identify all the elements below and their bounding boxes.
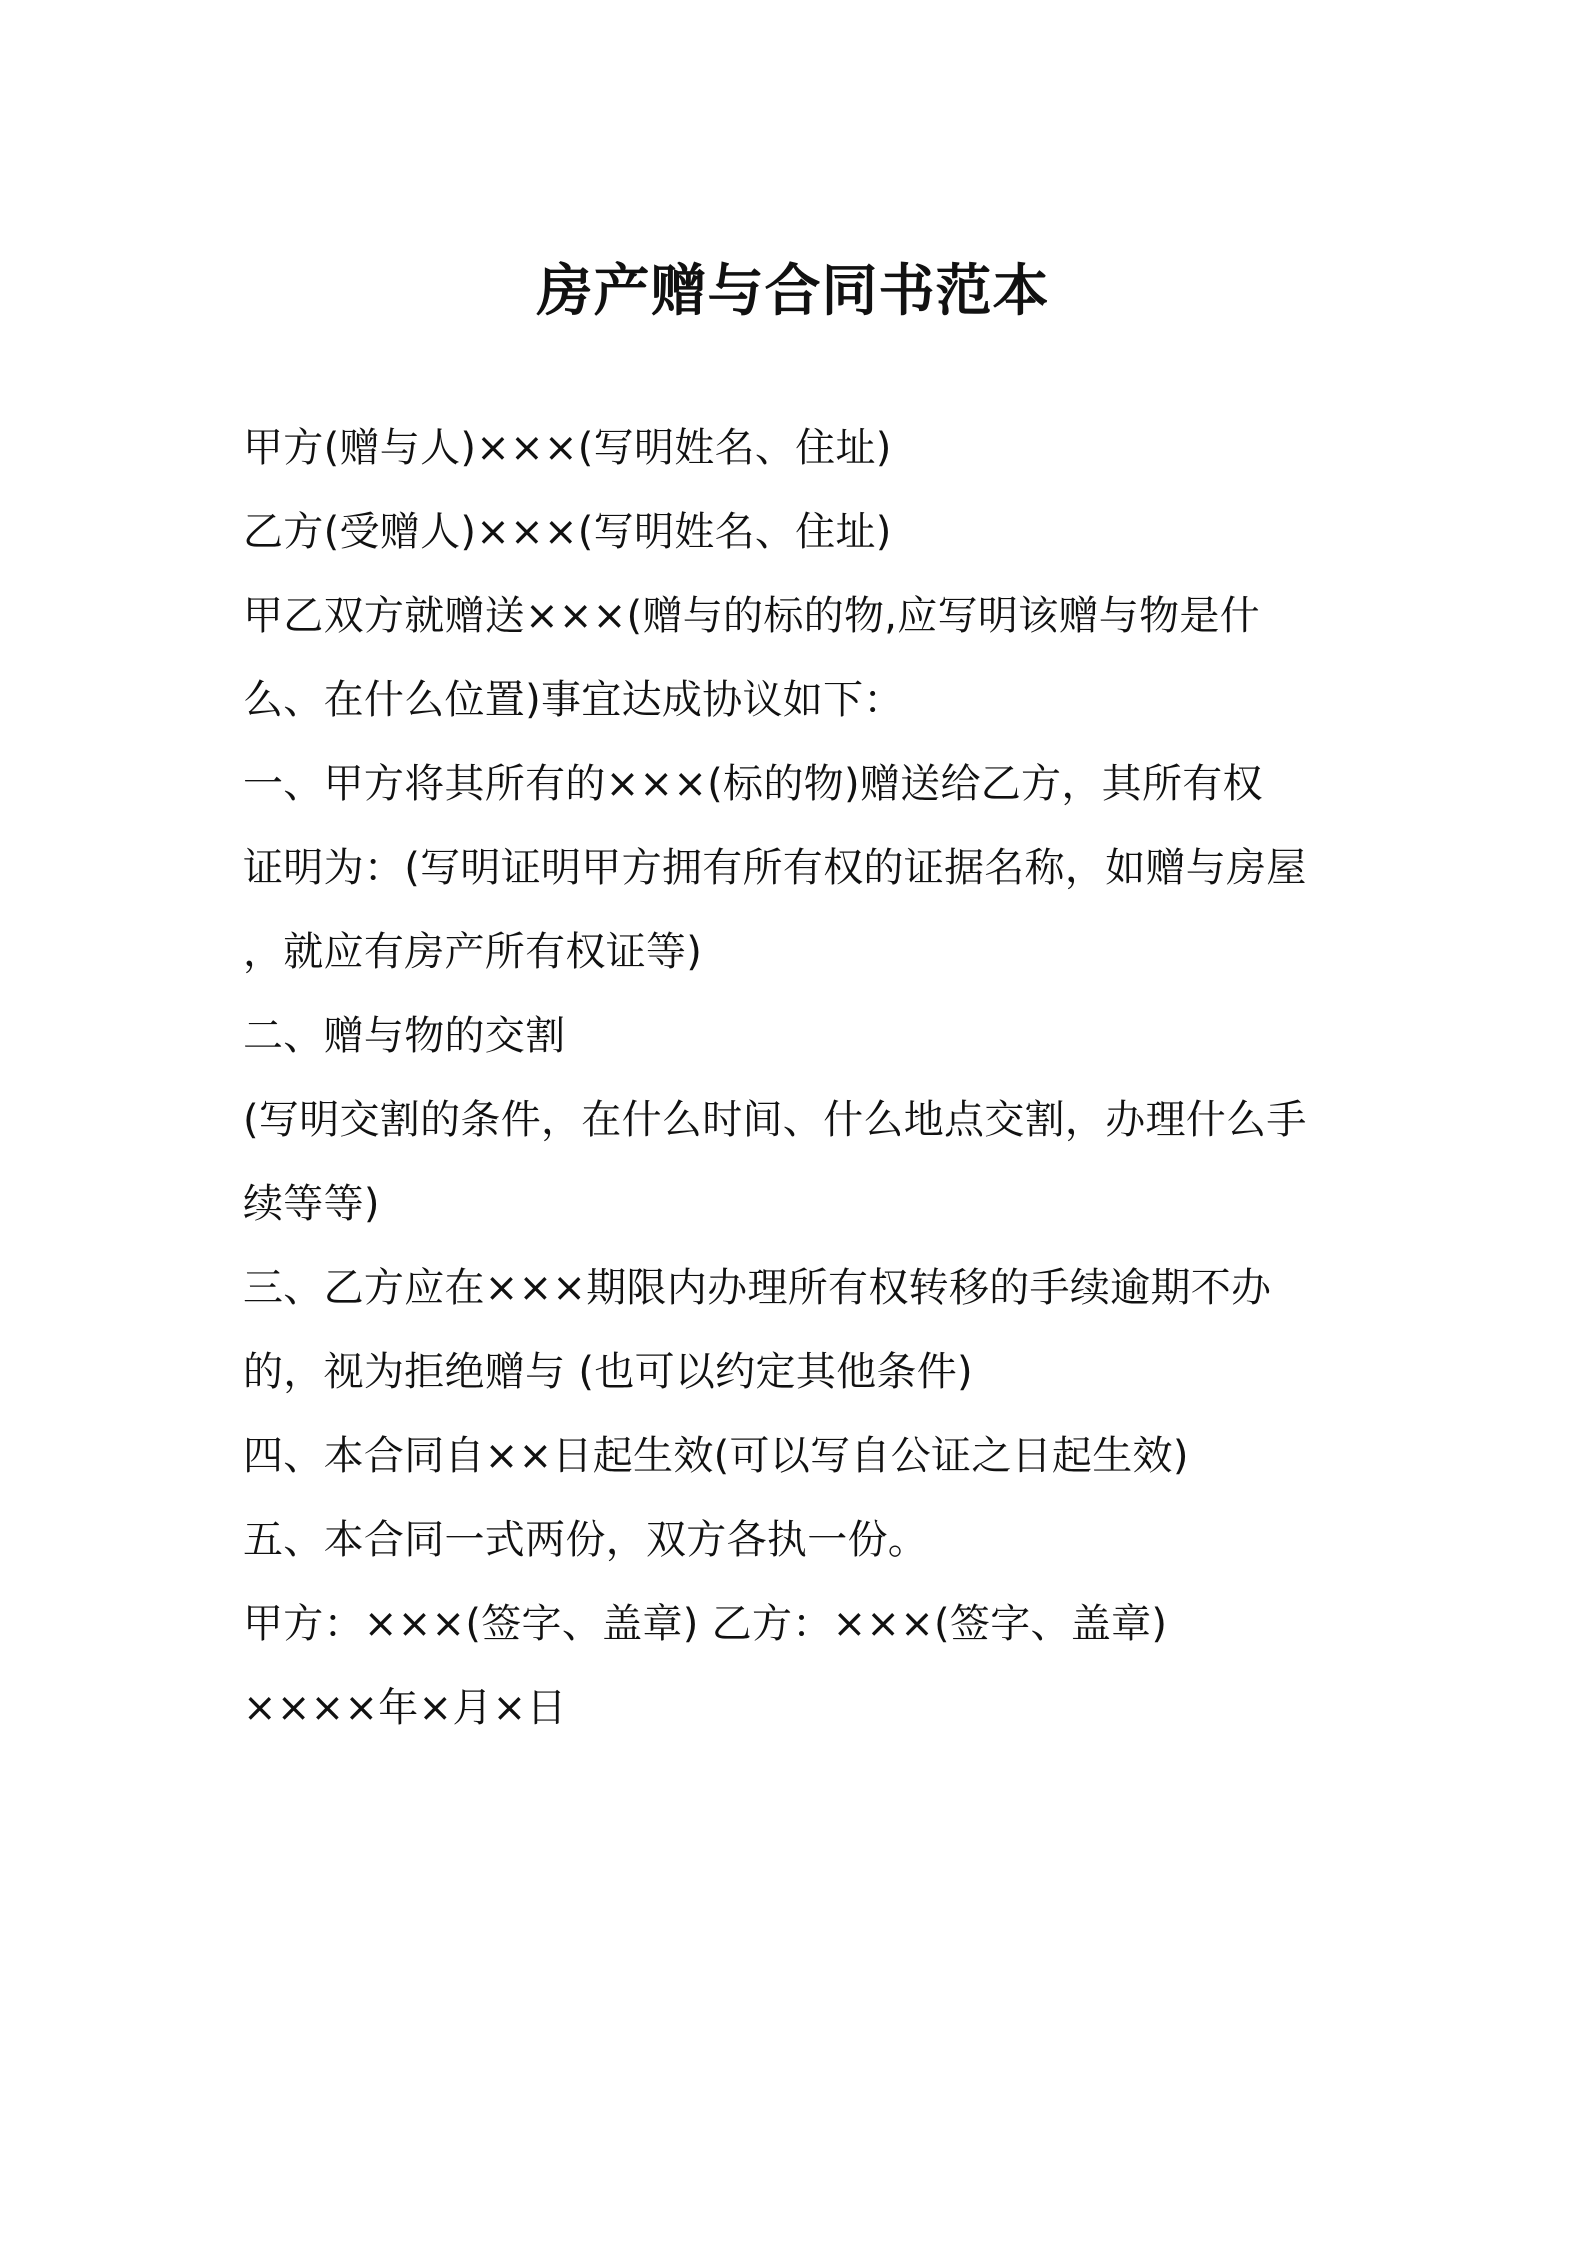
clause-2-line-1: (写明交割的条件，在什么时间、什么地点交割，办理什么手: [243, 1097, 1307, 1143]
date-line: ××××年×月×日: [243, 1685, 567, 1731]
clause-3-line-1: 三、乙方应在×××期限内办理所有权转移的手续逾期不办: [243, 1265, 1272, 1311]
clause-1-line-1: 一、甲方将其所有的×××(标的物)赠送给乙方，其所有权: [243, 761, 1263, 807]
party-a-line: 甲方(赠与人)×××(写明姓名、住址): [243, 425, 892, 471]
preamble-line-2: 么、在什么位置)事宜达成协议如下：: [243, 677, 904, 723]
clause-2-heading: 二、赠与物的交割: [243, 1013, 566, 1059]
clause-5-line: 五、本合同一式两份，双方各执一份。: [243, 1517, 929, 1563]
document-title: 房产赠与合同书范本: [536, 259, 1050, 324]
signature-line: 甲方：×××(签字、盖章) 乙方：×××(签字、盖章): [243, 1601, 1168, 1647]
preamble-line-1: 甲乙双方就赠送×××(赠与的标的物,应写明该赠与物是什: [243, 593, 1260, 639]
clause-3-line-2: 的，视为拒绝赠与 (也可以约定其他条件): [243, 1349, 973, 1395]
clause-1-line-3: ，就应有房产所有权证等): [243, 929, 703, 975]
clause-1-line-2: 证明为：(写明证明甲方拥有所有权的证据名称，如赠与房屋: [243, 845, 1307, 891]
clause-4-line: 四、本合同自××日起生效(可以写自公证之日起生效): [243, 1433, 1189, 1479]
clause-2-line-2: 续等等): [243, 1181, 380, 1227]
document-body: [243, 406, 1353, 1750]
party-b-line: 乙方(受赠人)×××(写明姓名、住址): [243, 509, 892, 555]
